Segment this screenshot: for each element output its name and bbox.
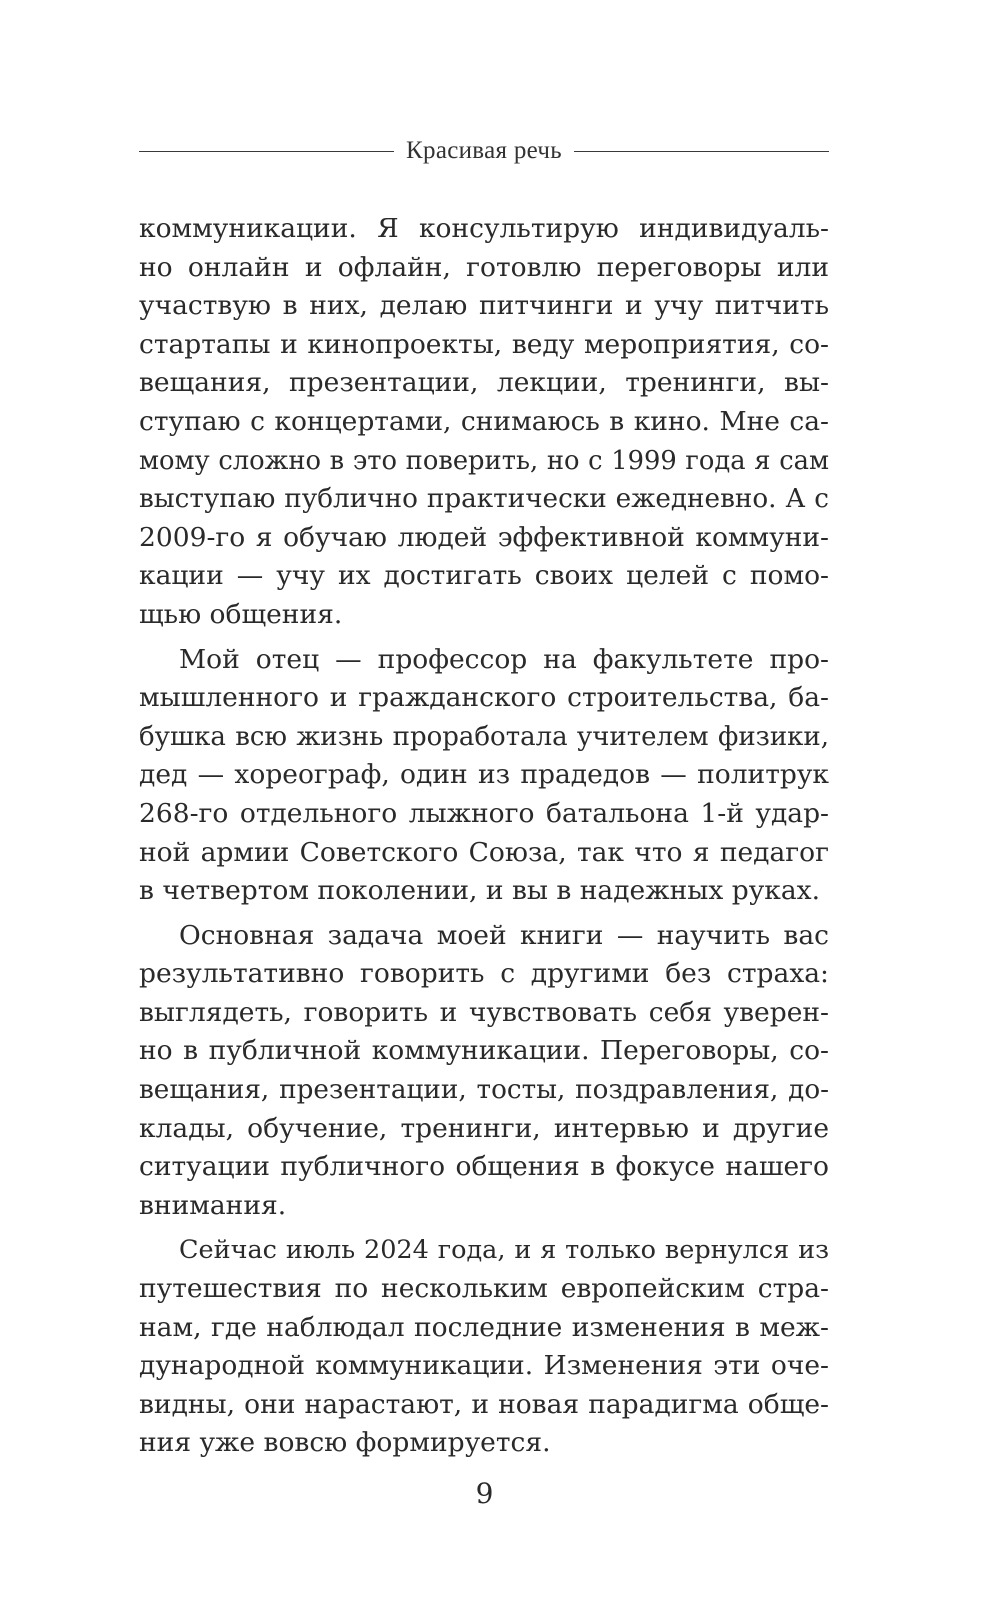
text-line: ния уже вовсю формируется.: [139, 1427, 551, 1459]
text-line: в четвертом поколении, и вы в надежных руках.: [139, 875, 821, 907]
text-line: бушка всю жизнь проработала учителем физики,: [139, 721, 829, 752]
paragraph-4: [139, 1231, 829, 1463]
text-line: мому сложно в это поверить, но с 1999 года я сам: [139, 445, 829, 476]
text-line: коммуникации. Я консультирую индивидуаль-: [139, 213, 829, 244]
running-head-title: Красивая речь: [406, 137, 562, 164]
text-line: ситуации публичного общения в фокусе нашего: [139, 1151, 829, 1183]
text-line: Основная задача моей книги — научить вас: [179, 919, 829, 951]
text-line: ступаю с концертами, снимаюсь в кино. Мне са-: [139, 405, 829, 437]
text-line: результативно говорить с другими без страха:: [139, 958, 829, 990]
text-line: выступаю публично практически ежедневно. А с: [139, 484, 829, 515]
text-line: нам, где наблюдал последние изменения в меж-: [139, 1311, 829, 1343]
text-line: мышленного и гражданского строительства, ба-: [139, 682, 829, 714]
text-line: 2009-го я обучаю людей эффективной коммуни-: [139, 521, 829, 553]
body-text: [139, 210, 829, 1463]
text-line: участвую в них, делаю питчинги и учу питчить: [139, 290, 829, 322]
text-line: внимания.: [139, 1189, 287, 1221]
text-line: вещания, презентации, тосты, поздравления, до-: [139, 1075, 829, 1106]
text-line: видны, они нарастают, и новая парадигма обще-: [139, 1388, 829, 1420]
running-head: [139, 131, 829, 171]
text-line: Мой отец — профессор на факультете про-: [179, 643, 829, 675]
text-line: дународной коммуникации. Изменения эти оче-: [139, 1350, 829, 1382]
text-line: щью общения.: [139, 598, 343, 630]
text-line: дед — хореограф, один из прадедов — политрук: [139, 759, 829, 791]
paragraph-1: [139, 210, 829, 635]
page-number: 9: [475, 1477, 494, 1510]
text-line: выглядеть, говорить и чувствовать себя уверен-: [139, 996, 829, 1028]
text-line: но в публичной коммуникации. Переговоры, со-: [139, 1035, 829, 1067]
text-line: кации — учу их достигать своих целей с помо-: [139, 560, 829, 592]
running-head-rule-left: [139, 151, 394, 152]
text-line: 268-го отдельного лыжного батальона 1-й удар-: [139, 797, 829, 829]
text-line: стартапы и кинопроекты, веду мероприятия, со-: [139, 328, 829, 360]
text-line: ной армии Советского Союза, так что я педагог: [139, 836, 829, 868]
paragraph-2: [139, 641, 829, 911]
paragraph-3: [139, 917, 829, 1226]
text-line: путешествия по нескольким европейским стра-: [139, 1273, 829, 1305]
running-head-rule-right: [574, 151, 829, 152]
text-line: Сейчас июль 2024 года, и я только вернулся из: [179, 1235, 829, 1266]
text-line: вещания, презентации, лекции, тренинги, вы-: [139, 367, 829, 399]
text-line: клады, обучение, тренинги, интервью и другие: [139, 1112, 829, 1144]
text-line: но онлайн и офлайн, готовлю переговоры или: [139, 251, 829, 283]
